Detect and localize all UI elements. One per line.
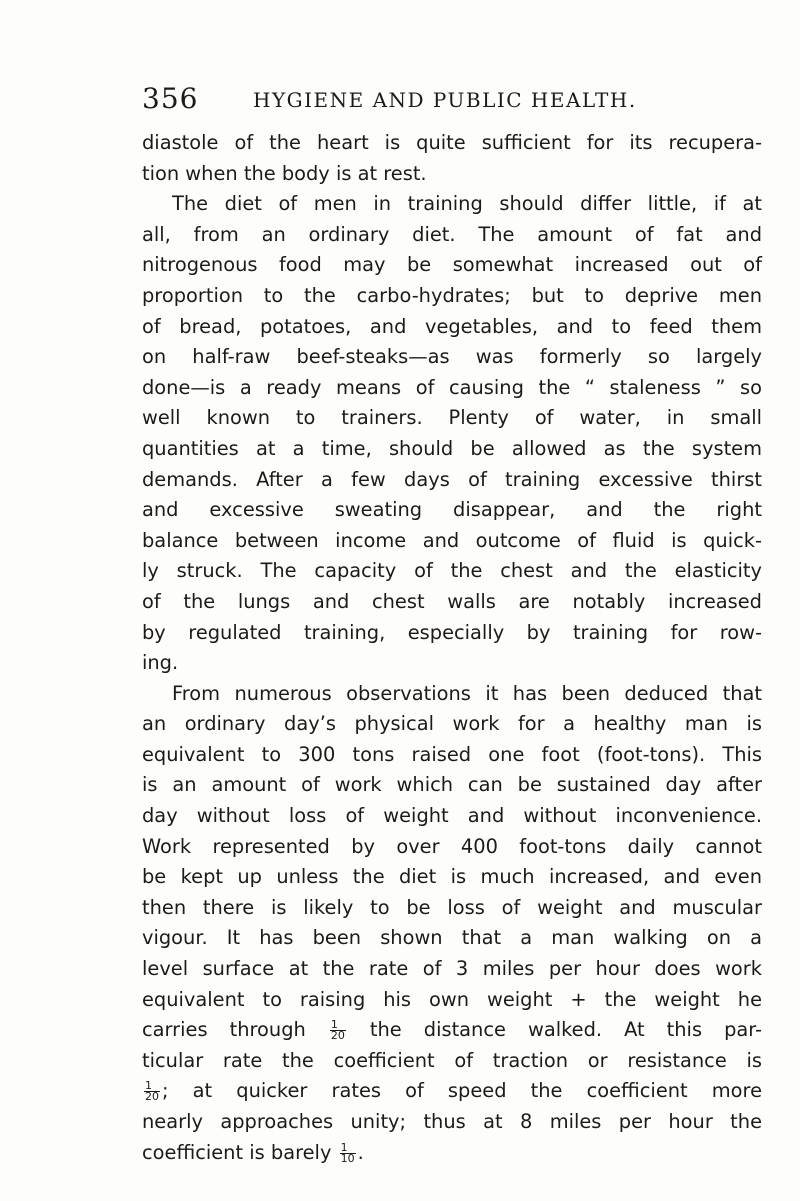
text-segment: the distance walked. At this par- (369, 1018, 763, 1042)
text-line: an ordinary day’s physical work for a healthy man is (142, 712, 762, 736)
running-head (142, 82, 762, 122)
text-segment: carries through (142, 1018, 306, 1042)
fraction-numerator: 1 (340, 1143, 356, 1154)
text-line: The diet of men in training should differ little, if at (172, 192, 762, 216)
text-line: all, from an ordinary diet. The amount of fat and (142, 222, 762, 246)
text-line: is an amount of work which can be sustained day after (142, 773, 762, 797)
text-segment: coefficient is barely (142, 1140, 332, 1164)
text-line: of bread, potatoes, and vegetables, and to feed them (142, 314, 762, 338)
fraction-denominator: 20 (330, 1029, 345, 1043)
text-line: day without loss of weight and without inconvenience. (142, 804, 762, 828)
text-line-with-fraction (142, 1015, 762, 1046)
fraction-one-tenth (340, 1140, 356, 1165)
text-line-with-fraction (142, 1138, 762, 1169)
text-line: of the lungs and chest walls are notably increased (142, 589, 762, 613)
text-line: ticular rate the coefficient of traction or resistance is (142, 1048, 762, 1072)
text-line: and excessive sweating disappear, and the right (142, 498, 762, 522)
fraction-numerator: 1 (144, 1081, 160, 1092)
text-line: nitrogenous food may be somewhat increased out of (142, 253, 762, 277)
text-line: Work represented by over 400 foot-tons daily cannot (142, 834, 762, 858)
text-segment: . (357, 1140, 364, 1164)
text-line: vigour. It has been shown that a man walking on a (142, 926, 762, 950)
text-line: nearly approaches unity; thus at 8 miles per hour the (142, 1110, 762, 1133)
fraction-denominator: 10 (340, 1151, 355, 1165)
fraction-numerator: 1 (330, 1020, 346, 1031)
text-line: be kept up unless the diet is much increased, and even (142, 865, 762, 889)
text-line-with-fraction (142, 1076, 762, 1107)
text-line: done—is a ready means of causing the “ staleness ” so (142, 375, 762, 399)
text-line: diastole of the heart is quite sufficient for its recupera- (142, 131, 762, 154)
text-line: equivalent to raising his own weight + the weight he (142, 987, 762, 1011)
text-line: on half-raw beef-steaks—as was formerly so largely (142, 345, 762, 369)
text-line: then there is likely to be loss of weight and muscular (142, 895, 762, 919)
text-line: level surface at the rate of 3 miles per hour does work (142, 957, 762, 981)
text-line: ing. (142, 651, 179, 675)
running-title: HYGIENE AND PUBLIC HEALTH. (253, 88, 637, 112)
text-segment: ; at quicker rates of speed the coefficient more (162, 1079, 762, 1103)
fraction-one-twentieth (330, 1020, 346, 1041)
page-number: 356 (142, 82, 199, 115)
text-line: proportion to the carbo-hydrates; but to deprive men (142, 283, 762, 307)
text-line: demands. After a few days of training excessive thirst (142, 467, 762, 491)
text-line: by regulated training, especially by training for row- (142, 620, 762, 644)
fraction-denominator: 20 (145, 1090, 159, 1104)
text-line: tion when the body is at rest. (142, 161, 427, 185)
text-line: balance between income and outcome of fluid is quick- (142, 528, 762, 552)
fraction-one-twentieth (144, 1081, 160, 1102)
body-text (142, 128, 762, 1168)
text-line: well known to trainers. Plenty of water, in small (142, 406, 762, 430)
text-line: equivalent to 300 tons raised one foot (foot-tons). This (142, 742, 762, 766)
text-line: quantities at a time, should be allowed as the system (142, 436, 762, 460)
text-line: From numerous observations it has been deduced that (172, 681, 762, 705)
text-line: ly struck. The capacity of the chest and the elasticity (142, 559, 762, 583)
